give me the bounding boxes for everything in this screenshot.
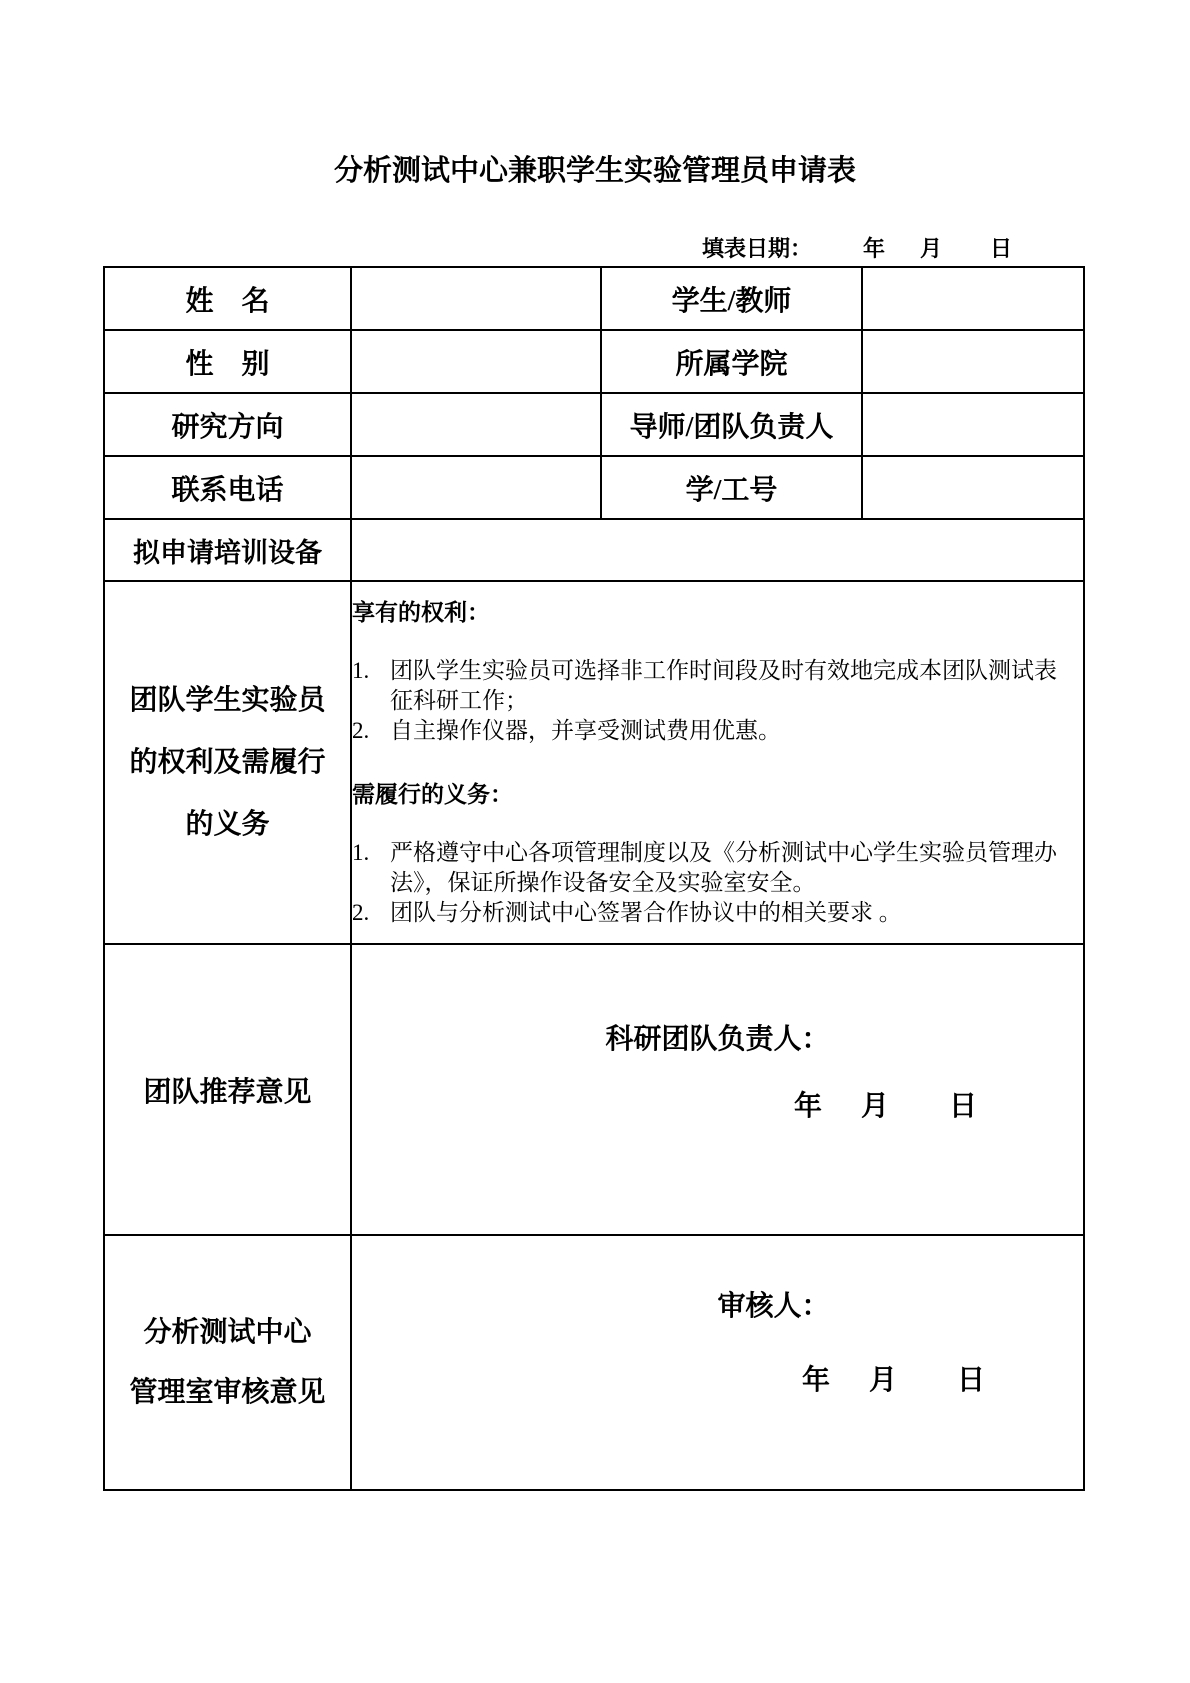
table-row-equipment <box>104 519 1084 581</box>
item-number: 1. <box>352 657 370 683</box>
item-number: 2. <box>352 717 370 743</box>
date-day-label: 日 <box>956 1365 985 1396</box>
center-review-label <box>104 1235 351 1490</box>
equipment-input-cell[interactable] <box>351 519 1084 581</box>
rights-duties-label <box>104 581 351 944</box>
research-direction-input-cell[interactable] <box>351 393 601 456</box>
duties-heading: 需履行的义务： <box>352 781 513 807</box>
duties-list <box>352 838 1083 928</box>
college-label: 所属学院 <box>601 330 862 393</box>
student-id-input-cell[interactable] <box>862 456 1084 519</box>
equipment-label: 拟申请培训设备 <box>104 519 351 581</box>
item-text: 团队学生实验员可选择非工作时间段及时有效地完成本团队测试表征科研工作； <box>390 657 1057 713</box>
item-text: 严格遵守中心各项管理制度以及《分析测试中心学生实验员管理办法》，保证所操作设备安全及实验室安全。 <box>390 839 1057 895</box>
form-date-line <box>103 232 1083 263</box>
supervisor-input-cell[interactable] <box>862 393 1084 456</box>
phone-input-cell[interactable] <box>351 456 601 519</box>
name-label: 姓 名 <box>104 267 351 330</box>
team-leader-signature-label: 科研团队负责人： <box>605 1023 830 1055</box>
table-row-phone <box>104 456 1084 519</box>
page-title: 分析测试中心兼职学生实验管理员申请表 <box>333 155 856 187</box>
rights-list <box>352 656 1083 746</box>
item-number: 1. <box>352 839 370 865</box>
list-item <box>352 716 1083 746</box>
table-row-rights-duties <box>104 581 1084 944</box>
supervisor-label: 导师/团队负责人 <box>601 393 862 456</box>
team-opinion-date <box>794 1089 977 1125</box>
table-row-team-opinion <box>104 944 1084 1235</box>
date-day-label: 日 <box>948 1090 977 1122</box>
item-number: 2. <box>352 899 370 925</box>
reviewer-signature-label: 审核人： <box>717 1291 830 1322</box>
date-year-label: 年 <box>793 1090 822 1122</box>
rights-duties-label-line: 的义务 <box>185 808 270 840</box>
center-review-date <box>802 1363 985 1399</box>
student-teacher-label: 学生/教师 <box>601 267 862 330</box>
date-year-label: 年 <box>862 236 885 261</box>
date-month-label: 月 <box>868 1365 897 1396</box>
student-id-label: 学/工号 <box>601 456 862 519</box>
research-direction-label: 研究方向 <box>104 393 351 456</box>
date-year-label: 年 <box>801 1365 830 1396</box>
table-row-research <box>104 393 1084 456</box>
rights-duties-label-line: 团队学生实验员 <box>129 684 326 716</box>
date-month-label: 月 <box>919 236 942 261</box>
phone-label: 联系电话 <box>104 456 351 519</box>
date-day-label: 日 <box>989 236 1012 261</box>
gender-label: 性 别 <box>104 330 351 393</box>
center-review-label-line: 管理室审核意见 <box>129 1376 326 1408</box>
center-review-cell[interactable] <box>351 1235 1084 1490</box>
item-text: 自主操作仪器，并享受测试费用优惠。 <box>390 717 781 743</box>
list-item <box>352 838 1083 898</box>
application-table <box>103 266 1085 1491</box>
college-input-cell[interactable] <box>862 330 1084 393</box>
rights-duties-label-line: 的权利及需履行 <box>129 746 326 778</box>
name-input-cell[interactable] <box>351 267 601 330</box>
student-teacher-input-cell[interactable] <box>862 267 1084 330</box>
gender-input-cell[interactable] <box>351 330 601 393</box>
table-row-name <box>104 267 1084 330</box>
table-row-center-review <box>104 1235 1084 1490</box>
team-opinion-cell[interactable] <box>351 944 1084 1235</box>
rights-duties-content <box>351 581 1084 944</box>
center-review-label-line: 分析测试中心 <box>143 1316 312 1348</box>
date-month-label: 月 <box>860 1090 889 1122</box>
list-item <box>352 898 1083 928</box>
date-label: 填表日期： <box>701 236 812 261</box>
rights-heading: 享有的权利： <box>352 599 490 625</box>
team-opinion-label: 团队推荐意见 <box>104 944 351 1235</box>
item-text: 团队与分析测试中心签署合作协议中的相关要求 。 <box>390 899 902 925</box>
table-row-gender <box>104 330 1084 393</box>
list-item <box>352 656 1083 716</box>
